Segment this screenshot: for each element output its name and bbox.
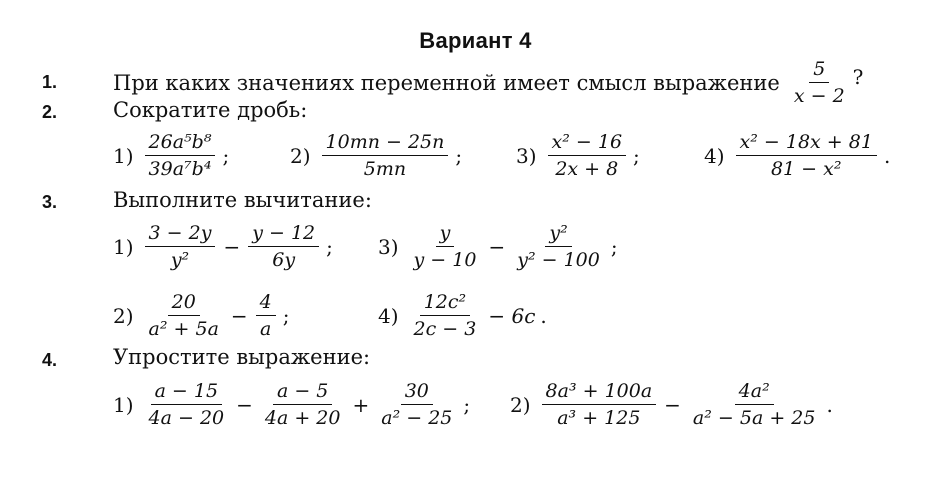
task-2-item-3 xyxy=(516,131,640,180)
task-1-fraction xyxy=(790,58,849,107)
denominator: y² − 100 xyxy=(517,249,600,271)
task-4-item-2 xyxy=(510,380,833,429)
minus-operator: − xyxy=(223,234,241,259)
item-label: 2) xyxy=(113,303,134,328)
denominator: a² − 25 xyxy=(381,407,453,429)
fraction xyxy=(542,380,657,429)
numerator: a − 5 xyxy=(273,380,332,405)
task-number-3: 3. xyxy=(42,192,58,212)
punctuation: ; xyxy=(633,143,640,168)
denominator: x − 2 xyxy=(793,85,845,107)
minus-operator: − xyxy=(664,392,681,417)
task-3-text: Выполните вычитание: xyxy=(113,188,372,212)
fraction xyxy=(256,291,276,340)
denominator: a² + 5a xyxy=(148,318,219,340)
fraction xyxy=(513,222,604,271)
numerator: 8a³ + 100a xyxy=(542,380,657,405)
plus-operator: + xyxy=(352,392,370,417)
task-3-item-2 xyxy=(113,291,290,340)
minus-operator: − xyxy=(488,234,506,259)
punctuation: ; xyxy=(455,143,463,168)
fraction xyxy=(145,222,216,271)
task-number-4: 4. xyxy=(42,350,58,370)
minus-operator: − xyxy=(230,303,248,328)
item-label: 4) xyxy=(704,143,725,168)
fraction xyxy=(689,380,820,429)
task-2-text: Сократите дробь: xyxy=(113,98,308,122)
numerator: a − 15 xyxy=(151,380,223,405)
numerator: 26a⁵b⁸ xyxy=(145,131,216,156)
fraction xyxy=(261,380,345,429)
numerator: 10mn − 25n xyxy=(322,131,449,156)
item-label: 2) xyxy=(290,143,311,168)
punctuation: ; xyxy=(282,303,290,328)
numerator: 5 xyxy=(809,58,829,83)
item-label: 1) xyxy=(113,392,134,417)
item-label: 4) xyxy=(378,303,399,328)
numerator: x² − 18x + 81 xyxy=(736,131,877,156)
denominator: 81 − x² xyxy=(770,158,842,180)
task-4-item-1 xyxy=(113,380,470,429)
punctuation: ; xyxy=(222,143,230,168)
fraction xyxy=(377,380,456,429)
denominator: a² − 5a + 25 xyxy=(692,407,816,429)
fraction xyxy=(248,222,319,271)
fraction xyxy=(410,291,481,340)
denominator: y² xyxy=(170,249,190,271)
task-2-item-1 xyxy=(113,131,229,180)
numerator: 4 xyxy=(256,291,276,316)
minus-operator: − xyxy=(236,392,253,417)
denominator: y − 10 xyxy=(413,249,477,271)
denominator: 2x + 8 xyxy=(555,158,619,180)
task-number-1: 1. xyxy=(42,72,58,92)
fraction xyxy=(145,380,229,429)
minus-term: − 6c xyxy=(488,303,536,328)
question-mark: ? xyxy=(852,64,864,89)
denominator: 4a + 20 xyxy=(264,407,341,429)
denominator: 2c − 3 xyxy=(413,318,477,340)
denominator: 4a − 20 xyxy=(148,407,225,429)
fraction xyxy=(322,131,449,180)
task-2-item-4 xyxy=(704,131,890,180)
numerator: x² − 16 xyxy=(548,131,627,156)
task-3-item-1 xyxy=(113,222,333,271)
item-label: 1) xyxy=(113,234,134,259)
fraction xyxy=(548,131,627,180)
punctuation: . xyxy=(826,392,833,417)
numerator: 30 xyxy=(401,380,433,405)
numerator: 3 − 2y xyxy=(145,222,216,247)
numerator: y² xyxy=(545,222,571,247)
item-label: 3) xyxy=(516,143,537,168)
denominator: a³ + 125 xyxy=(557,407,641,429)
fraction xyxy=(145,291,223,340)
task-1-text: При каких значениях переменной имеет смысл выражение xyxy=(113,70,780,95)
numerator: 20 xyxy=(168,291,200,316)
denominator: 6y xyxy=(272,249,296,271)
task-4-text: Упростите выражение: xyxy=(113,345,371,369)
punctuation: ; xyxy=(463,392,471,417)
numerator: y xyxy=(436,222,455,247)
punctuation: ; xyxy=(610,234,618,259)
task-number-2: 2. xyxy=(42,102,58,122)
fraction xyxy=(736,131,877,180)
task-3-item-4 xyxy=(378,291,547,340)
denominator: 5mn xyxy=(363,158,407,180)
denominator: a xyxy=(260,318,272,340)
task-2-item-2 xyxy=(290,131,462,180)
item-label: 2) xyxy=(510,392,531,417)
numerator: y − 12 xyxy=(248,222,319,247)
numerator: 4a² xyxy=(735,380,774,405)
variant-title: Вариант 4 xyxy=(419,28,532,53)
fraction xyxy=(410,222,481,271)
punctuation: . xyxy=(883,143,891,168)
fraction xyxy=(145,131,216,180)
punctuation: . xyxy=(540,303,547,328)
task-3-item-3 xyxy=(378,222,618,271)
denominator: 39a⁷b⁴ xyxy=(148,158,212,180)
punctuation: ; xyxy=(326,234,333,259)
item-label: 1) xyxy=(113,143,134,168)
item-label: 3) xyxy=(378,234,399,259)
numerator: 12c² xyxy=(420,291,470,316)
